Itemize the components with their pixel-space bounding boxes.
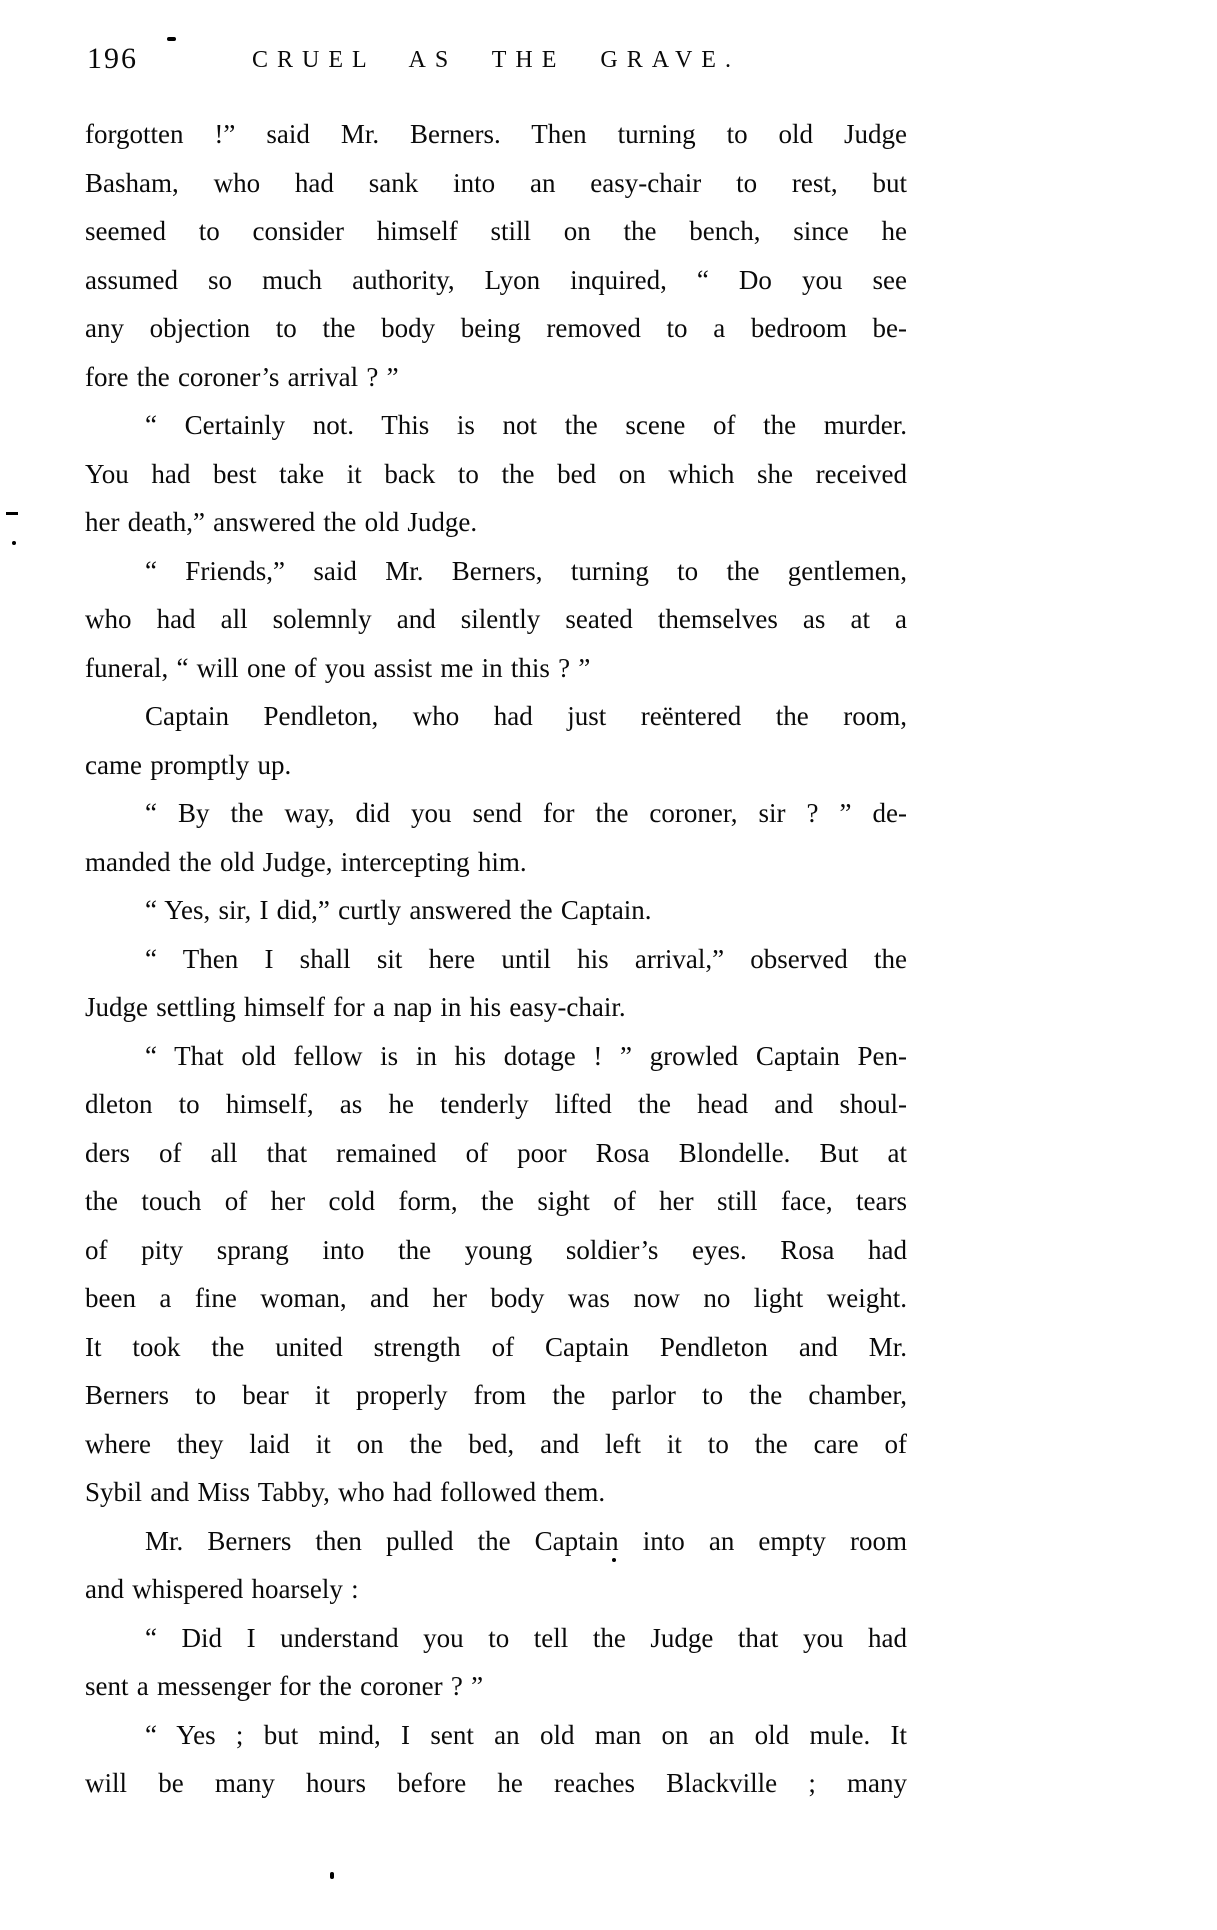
text-body — [85, 110, 907, 1808]
text-line: any objection to the body being removed to a bedroom be- — [85, 313, 907, 343]
scan-speck — [167, 37, 176, 41]
text-line: and whispered hoarsely : — [85, 1574, 359, 1604]
text-line: Mr. Berners then pulled the Captain into an empty room — [145, 1525, 907, 1556]
scan-speck — [612, 1558, 616, 1562]
text-line: It took the united strength of Captain Pendleton and Mr. — [85, 1331, 907, 1362]
text-line: her death,” answered the old Judge. — [85, 507, 478, 537]
text-line: ders of all that remained of poor Rosa Blondelle. But at — [85, 1137, 907, 1168]
text-line: of pity sprang into the young soldier’s eyes. Rosa had — [85, 1234, 907, 1265]
book-page — [85, 42, 907, 1808]
text-line: will be many hours before he reaches Blackville ; many — [85, 1768, 907, 1798]
page-number: 196 — [87, 42, 138, 75]
text-line: “ Certainly not. This is not the scene of the murder. — [145, 410, 907, 440]
text-line: forgotten !” said Mr. Berners. Then turning to old Judge — [85, 119, 907, 149]
text-line: been a fine woman, and her body was now no light weight. — [85, 1283, 907, 1313]
scan-speck — [330, 1872, 334, 1879]
text-line: came promptly up. — [85, 749, 292, 780]
text-line: funeral, “ will one of you assist me in this ? ” — [85, 652, 591, 683]
text-line: assumed so much authority, Lyon inquired, “ Do you see — [85, 264, 907, 295]
text-line: Basham, who had sank into an easy-chair to rest, but — [85, 167, 907, 198]
text-line: where they laid it on the bed, and left it to the care of — [85, 1428, 907, 1459]
text-line: Captain Pendleton, who had just reëntered the room, — [145, 701, 907, 731]
running-title: CRUEL AS THE GRAVE. — [252, 47, 740, 73]
text-line: “ Did I understand you to tell the Judge that you had — [145, 1622, 907, 1653]
text-line: “ That old fellow is in his dotage ! ” growled Captain Pen- — [145, 1040, 907, 1071]
text-line: “ Then I shall sit here until his arrival,” observed the — [145, 943, 907, 974]
scan-speck — [12, 541, 16, 545]
text-line: seemed to consider himself still on the bench, since he — [85, 216, 907, 246]
text-line: “ By the way, did you send for the coroner, sir ? ” de- — [145, 798, 907, 828]
text-line: who had all solemnly and silently seated themselves as at a — [85, 604, 907, 634]
text-line: manded the old Judge, intercepting him. — [85, 846, 527, 877]
text-line: sent a messenger for the coroner ? ” — [85, 1671, 484, 1701]
scan-speck — [6, 512, 18, 515]
text-line: Sybil and Miss Tabby, who had followed them. — [85, 1477, 606, 1507]
text-line: the touch of her cold form, the sight of her still face, tears — [85, 1186, 907, 1216]
text-line: dleton to himself, as he tenderly lifted the head and shoul- — [85, 1089, 907, 1119]
text-line: Judge settling himself for a nap in his easy-chair. — [85, 992, 626, 1022]
text-line: “ Yes ; but mind, I sent an old man on an old mule. It — [145, 1719, 907, 1750]
text-line: You had best take it back to the bed on which she received — [85, 458, 907, 489]
text-line: “ Yes, sir, I did,” curtly answered the Captain. — [145, 895, 652, 925]
text-line: fore the coroner’s arrival ? ” — [85, 361, 399, 392]
text-line: Berners to bear it properly from the parlor to the chamber, — [85, 1380, 907, 1410]
running-header — [85, 42, 907, 84]
text-line: “ Friends,” said Mr. Berners, turning to the gentlemen, — [145, 555, 907, 586]
